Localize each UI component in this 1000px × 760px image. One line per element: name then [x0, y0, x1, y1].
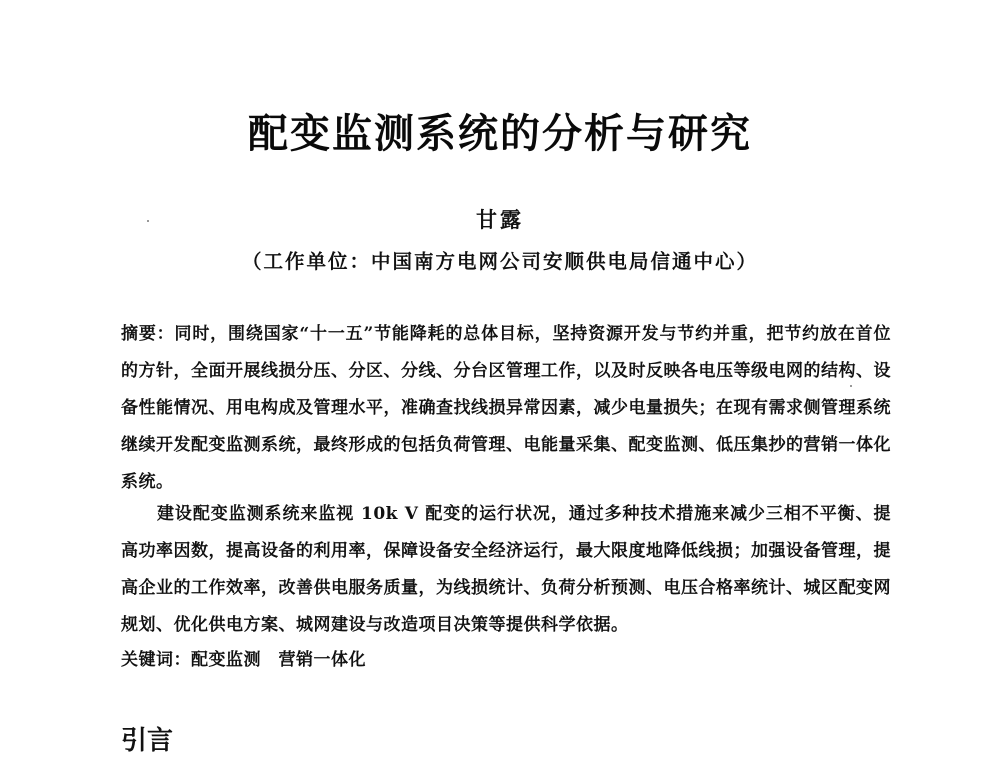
abstract-text: 同时，围绕国家“十一五”节能降耗的总体目标，坚持资源开发与节约并重，把节约放在首位的方针，全面开展线损分压、分区、分线、分台区管理工作，以及时反映各电压等级电网的结构、设备性能情况、用电构成及管理水平，准确查找线损异常因素，减少电量损失；在现有需求侧管理系统继续开发配变监测系统，最终形成的包括负荷管理、电能量采集、配变监测、低压集抄的营销一体化系统。	[121, 324, 892, 492]
keywords-label: 关键词：	[121, 650, 191, 670]
paper-title: 配变监测系统的分析与研究	[248, 111, 752, 157]
keywords-line	[121, 642, 891, 679]
abstract-label: 摘要：	[121, 324, 175, 344]
abstract-paragraph	[121, 316, 891, 501]
keywords-text: 配变监测 营销一体化	[191, 650, 366, 670]
author-affiliation: （工作单位：中国南方电网公司安顺供电局信通中心）	[241, 250, 758, 273]
author-name: 甘露	[476, 207, 524, 232]
body-paragraph: 建设配变监测系统来监视 10k V 配变的运行状况，通过多种技术措施来减少三相不平衡、提高功率因数，提高设备的利用率，保障设备安全经济运行，最大限度地降低线损；加强设备管理，提高企业的工作效率，改善供电服务质量，为线损统计、负荷分析预测、电压合格率统计、城区配变网规划、优化供电方案、城网建设与改造项目决策等提供科学依据。	[121, 504, 891, 635]
section-heading: 引言	[121, 726, 174, 756]
